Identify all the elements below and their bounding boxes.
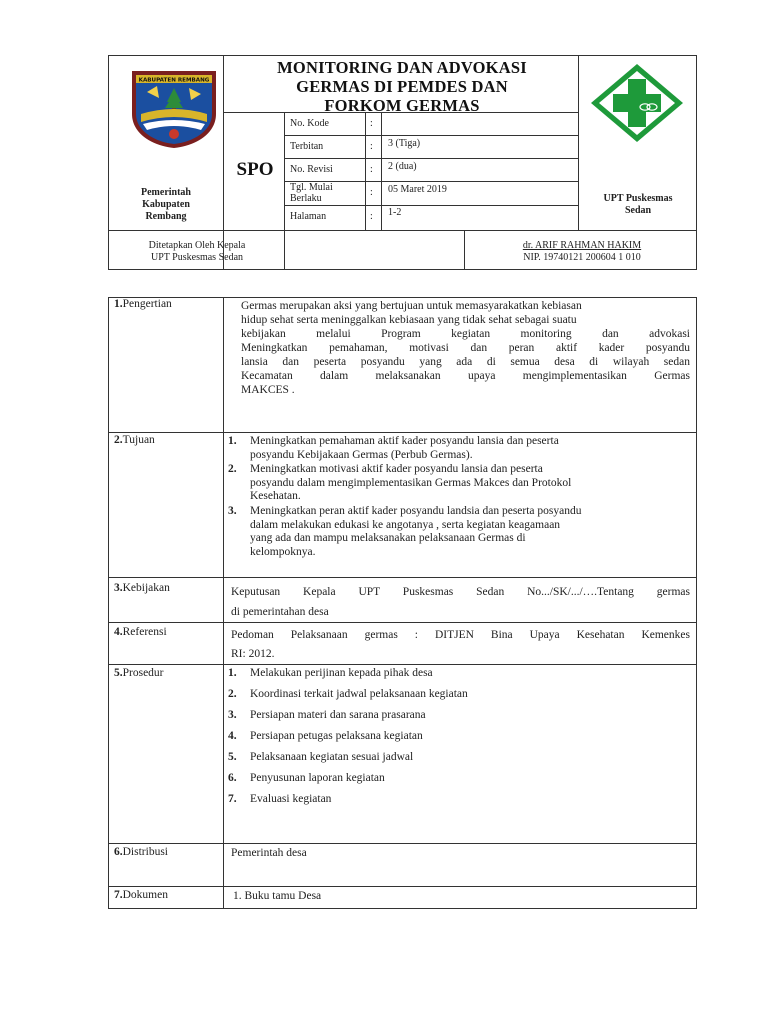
- title-line: FORKOM GERMAS: [324, 96, 480, 115]
- title-line: GERMAS DI PEMDES DAN: [296, 77, 508, 96]
- divider: [284, 158, 578, 159]
- section-number: 5.: [114, 667, 123, 679]
- text-line: posyandu Kebijakaan Germas (Perbub Germas).: [250, 448, 473, 461]
- prosedur-item: Pelaksanaan kegiatan sesuai jadwal: [250, 751, 414, 763]
- divider: [108, 432, 697, 433]
- text-line: dalam melakukan edukasi ke angotanya , serta kegiatan keagamaan: [250, 518, 561, 531]
- logo-lettering: KABUPATEN REMBANG: [138, 77, 210, 84]
- meta-colon: :: [370, 187, 373, 198]
- divider: [365, 112, 366, 230]
- spo-label: SPO: [236, 159, 274, 180]
- meta-value-terbitan: 3 (Tiga): [388, 138, 421, 149]
- meta-colon: :: [370, 211, 373, 222]
- divider: [223, 297, 224, 909]
- list-number: 6.: [228, 772, 237, 784]
- divider: [108, 886, 697, 887]
- section-title: Distribusi: [122, 846, 168, 858]
- section-number: 3.: [114, 582, 123, 594]
- divider: [464, 230, 465, 270]
- section-title: Prosedur: [122, 667, 164, 679]
- divider: [284, 205, 578, 206]
- section-label-dokumen: [114, 889, 168, 901]
- divider: [108, 622, 697, 623]
- dokumen-text: 1. Buku tamu Desa: [233, 890, 322, 902]
- text-line: kelompoknya.: [250, 545, 316, 558]
- right-org: [582, 193, 694, 217]
- meta-label-kode: No. Kode: [290, 118, 329, 129]
- text-line: Meningkatkan pemahaman, motivasi dan peran aktif kader posyandu: [241, 342, 690, 354]
- prosedur-item: Persiapan petugas pelaksana kegiatan: [250, 730, 423, 742]
- tujuan-item: [250, 505, 690, 559]
- list-number: 3.: [228, 709, 237, 721]
- meta-value-halaman: 1-2: [388, 207, 402, 218]
- text-line: Meningkatkan motivasi aktif kader posyandu lansia dan peserta: [250, 463, 543, 475]
- text-line: di pemerintahan desa: [231, 606, 329, 618]
- section-label-pengertian: [114, 298, 172, 310]
- signer-block: [470, 240, 694, 264]
- text-line: lansia dan peserta posyandu yang ada di semua desa di wilayah sedan: [241, 356, 690, 368]
- section-number: 4.: [114, 626, 123, 638]
- list-number: 7.: [228, 793, 237, 805]
- section-label-kebijakan: [114, 582, 170, 594]
- section-title: Kebijakan: [122, 582, 170, 594]
- meta-value-revisi: 2 (dua): [388, 161, 417, 172]
- list-number: 5.: [228, 751, 237, 763]
- org-line: Kabupaten: [142, 199, 190, 210]
- distribusi-text: Pemerintah desa: [231, 847, 307, 859]
- divider: [108, 664, 697, 665]
- pengertian-text: [241, 299, 690, 397]
- text-line: Meningkatkan pemahaman aktif kader posyandu lansia dan peserta: [250, 435, 559, 447]
- referensi-text: [231, 626, 690, 664]
- section-title: Dokumen: [122, 889, 168, 901]
- text-line: Kecamatan dalam melaksanakan upaya mengimplementasikan Germas: [241, 370, 690, 382]
- meta-value-tgl: 05 Maret 2019: [388, 184, 447, 195]
- section-label-prosedur: [114, 667, 164, 679]
- section-title: Referensi: [122, 626, 167, 638]
- list-number: 1.: [228, 435, 237, 447]
- org-line: Pemerintah: [141, 187, 191, 198]
- prosedur-item: Penyusunan laporan kegiatan: [250, 772, 385, 784]
- signer-nip: NIP. 19740121 200604 1 010: [523, 252, 641, 263]
- tujuan-item: [250, 435, 690, 462]
- section-title: Tujuan: [122, 434, 155, 446]
- text-line: RI: 2012.: [231, 648, 275, 660]
- prosedur-item: Persiapan materi dan sarana prasarana: [250, 709, 426, 721]
- prosedur-item: Koordinasi terkait jadwal pelaksanaan kegiatan: [250, 688, 468, 700]
- puskesmas-logo: [588, 62, 686, 144]
- kabupaten-rembang-logo: [129, 68, 219, 150]
- divider: [108, 577, 697, 578]
- divider: [381, 112, 382, 230]
- text-line: Kesehatan.: [250, 490, 301, 502]
- org-line: Sedan: [624, 205, 652, 216]
- divider: [108, 230, 697, 231]
- prosedur-item: Evaluasi kegiatan: [250, 793, 332, 805]
- list-number: 2.: [228, 688, 237, 700]
- meta-colon: :: [370, 118, 373, 129]
- text-line: Germas merupakan aksi yang bertujuan untuk memasyarakatkan kebiasan: [241, 300, 582, 312]
- list-number: 2.: [228, 463, 237, 475]
- meta-label-revisi: No. Revisi: [290, 164, 333, 175]
- meta-label-terbitan: Terbitan: [290, 141, 324, 152]
- signer-name: dr. ARIF RAHMAN HAKIM: [522, 240, 642, 251]
- section-number: 1.: [114, 298, 123, 310]
- list-number: 1.: [228, 667, 237, 679]
- section-number: 6.: [114, 846, 123, 858]
- approved-line: UPT Puskesmas Sedan: [150, 252, 244, 263]
- section-label-distribusi: [114, 846, 168, 858]
- section-number: 7.: [114, 889, 123, 901]
- text-line: kebijakan melalui Program kegiatan monitoring dan advokasi: [241, 328, 690, 340]
- meta-label-tgl: Tgl. Mulai Berlaku: [290, 182, 333, 204]
- text-line: Pedoman Pelaksanaan germas : DITJEN Bina Upaya Kesehatan Kemenkes: [231, 629, 690, 641]
- text-line: hidup sehat serta meninggalkan kebiasaan yang tidak sehat sebagai suatu: [241, 314, 577, 326]
- meta-label-halaman: Halaman: [290, 211, 327, 222]
- approved-line: Ditetapkan Oleh Kepala: [148, 240, 246, 251]
- text-line: MAKCES .: [241, 384, 295, 396]
- approved-by: [112, 240, 282, 264]
- text-line: yang ada dan mampu melaksanakan pelaksanaan Germas di: [250, 532, 526, 544]
- tujuan-item: [250, 463, 690, 504]
- kebijakan-text: [231, 582, 690, 622]
- text-line: Keputusan Kepala UPT Puskesmas Sedan No.../SK/.../….Tentang germas: [231, 586, 690, 598]
- meta-colon: :: [370, 141, 373, 152]
- meta-colon: :: [370, 164, 373, 175]
- text-line: Meningkatkan peran aktif kader posyandu landsia dan peserta posyandu: [250, 505, 582, 517]
- section-title: Pengertian: [122, 298, 172, 310]
- org-line: Rembang: [145, 211, 187, 222]
- list-number: 4.: [228, 730, 237, 742]
- section-label-tujuan: [114, 434, 155, 446]
- list-number: 3.: [228, 505, 237, 517]
- document-title: [218, 58, 586, 115]
- title-line: MONITORING DAN ADVOKASI: [277, 58, 527, 77]
- divider: [284, 135, 578, 136]
- left-org: [112, 187, 220, 223]
- prosedur-item: Melakukan perijinan kepada pihak desa: [250, 667, 433, 679]
- section-label-referensi: [114, 626, 167, 638]
- org-line: UPT Puskesmas: [603, 193, 673, 204]
- section-number: 2.: [114, 434, 123, 446]
- text-line: posyandu dalam mengimplementasikan Germas Makces dan Protokol: [250, 476, 572, 489]
- divider: [108, 843, 697, 844]
